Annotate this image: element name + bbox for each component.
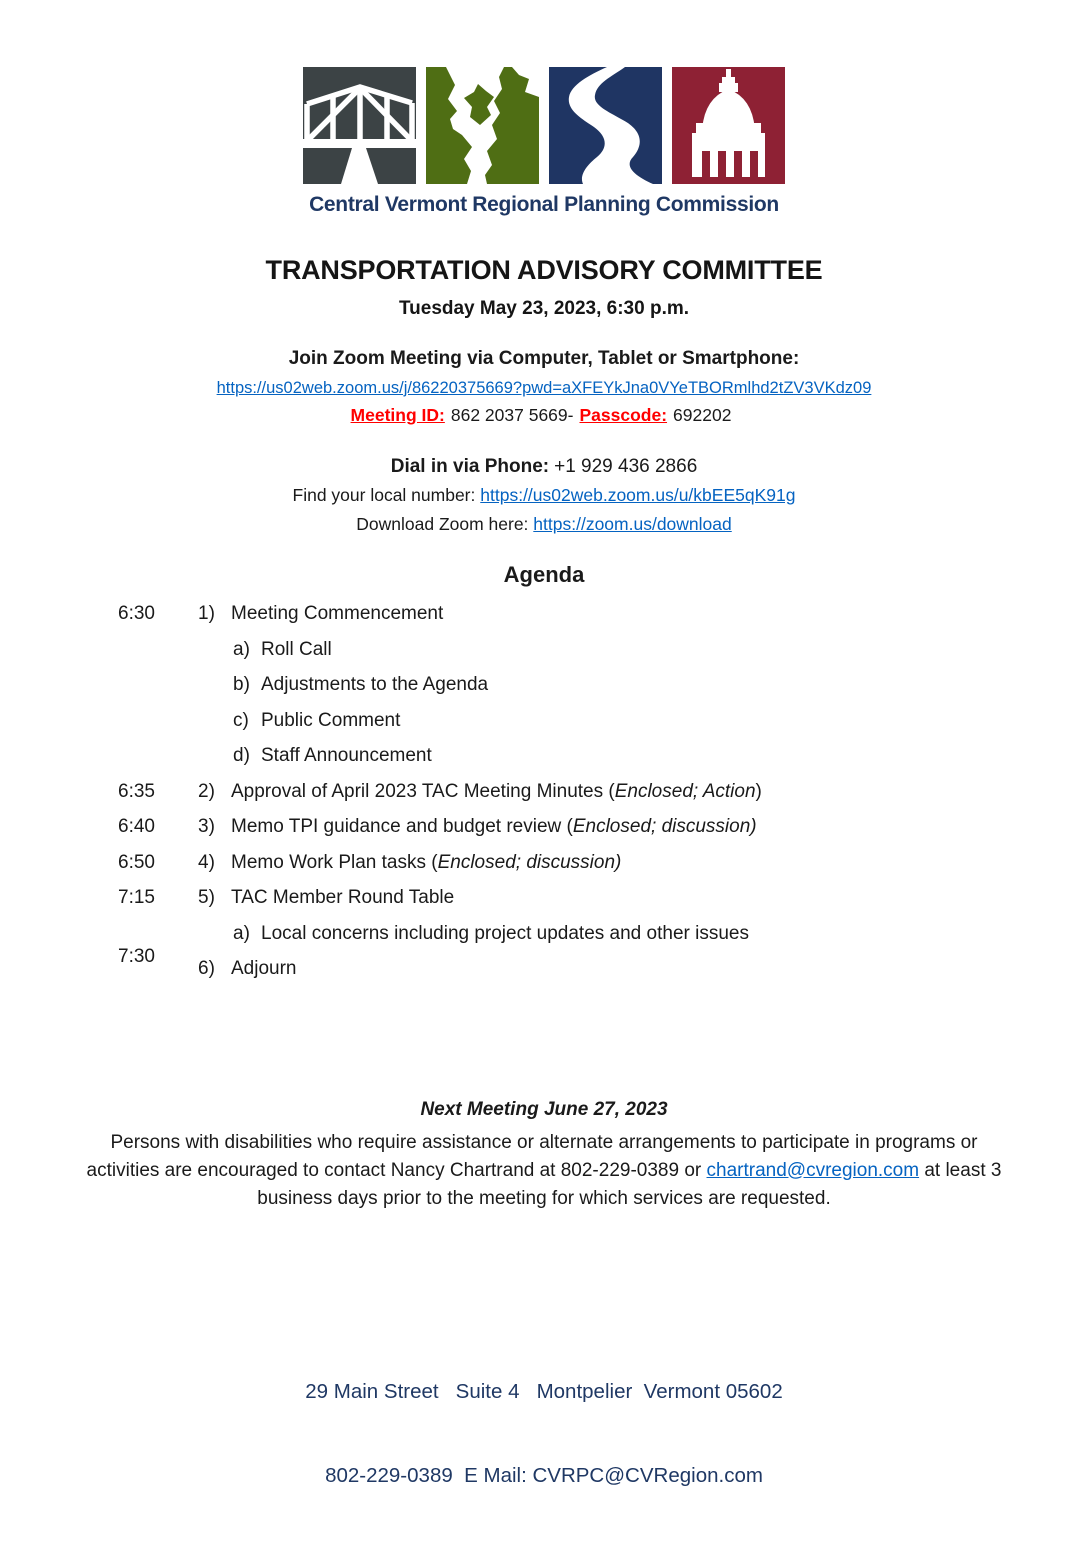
agenda-number: 1) <box>198 603 215 624</box>
meeting-id-line <box>0 405 1088 426</box>
agenda-subrow <box>0 745 1088 781</box>
capitol-dome-icon <box>672 67 785 184</box>
passcode-value: 692202 <box>673 405 732 425</box>
agenda-item-main: Approval of April 2023 TAC Meeting Minutes ( <box>231 780 615 802</box>
agenda-subrow <box>0 923 1088 959</box>
dial-in-line <box>0 456 1088 478</box>
cvrpc-logo <box>0 0 1088 217</box>
accessibility-line-2-post: at least 3 <box>919 1159 1002 1181</box>
page-title: TRANSPORTATION ADVISORY COMMITTEE <box>265 255 823 285</box>
accessibility-line-2-pre: activities are encouraged to contact Nancy Chartrand at 802-229-0389 or <box>86 1159 707 1181</box>
meeting-datetime: Tuesday May 23, 2023, 6:30 p.m. <box>398 298 690 319</box>
agenda-subitem-text <box>261 923 749 945</box>
agenda-number: 2) <box>198 780 215 802</box>
agenda-row <box>0 887 1088 923</box>
agenda-subrow <box>0 674 1088 710</box>
agenda-item-italic: Enclosed; discussion) <box>572 816 757 837</box>
agenda-item-main: Adjourn <box>231 958 297 979</box>
download-zoom-label: Download Zoom here: <box>356 514 529 534</box>
agenda-item-italic: Enclosed; discussion) <box>437 851 622 873</box>
next-meeting-notice: Next Meeting June 27, 2023 <box>420 1098 668 1120</box>
agenda-item-main: TAC Member Round Table <box>231 887 455 908</box>
agenda-row <box>0 852 1088 888</box>
footer-address: 29 Main Street Suite 4 Montpelier Vermont 05602 <box>305 1380 783 1403</box>
dial-in-label: Dial in via Phone: <box>390 456 550 477</box>
agenda-time: 6:50 <box>118 851 155 873</box>
agenda-number: 6) <box>198 958 215 979</box>
agenda-item-main: Memo TPI guidance and budget review ( <box>231 816 573 837</box>
agenda-subitem-main: Public Comment <box>261 709 401 731</box>
accessibility-notice <box>0 1129 1088 1213</box>
download-zoom-link[interactable]: https://zoom.us/download <box>533 514 732 534</box>
meeting-id-value: 862 2037 5669- <box>450 405 574 425</box>
agenda-item-text <box>231 816 757 838</box>
agenda-time: 6:30 <box>118 603 155 624</box>
agenda-row <box>0 603 1088 639</box>
agenda-row <box>0 816 1088 852</box>
agenda-subitem-text <box>261 639 332 661</box>
agenda-subrow <box>0 639 1088 675</box>
footer-contact: 802-229-0389 E Mail: CVRPC@CVRegion.com <box>325 1464 763 1487</box>
org-name: Central Vermont Regional Planning Commission <box>309 193 779 216</box>
vermont-map-icon <box>426 67 539 184</box>
local-number-label: Find your local number: <box>292 485 476 505</box>
agenda-row <box>0 946 1088 994</box>
agenda-number: 5) <box>198 887 215 908</box>
agenda-subitem-main: Adjustments to the Agenda <box>261 674 489 695</box>
agenda-list <box>0 603 1088 994</box>
agenda-time: 6:40 <box>118 816 155 837</box>
agenda-time: 7:15 <box>118 887 155 908</box>
dial-in-number: +1 929 436 2866 <box>554 456 698 477</box>
agenda-heading: Agenda <box>503 562 585 587</box>
agenda-subitem-main: Roll Call <box>261 638 332 660</box>
agenda-row <box>0 781 1088 817</box>
download-zoom-line <box>0 514 1088 535</box>
agenda-subitem-main: Staff Announcement <box>261 745 432 766</box>
agenda-letter: c) <box>233 709 249 731</box>
agenda-letter: d) <box>233 745 250 766</box>
agenda-item-post: ) <box>755 780 762 802</box>
zoom-meeting-link[interactable]: https://us02web.zoom.us/j/86220375669?pwd=aXFEYkJna0VYeTBORmlhd2tZV3VKdz09 <box>216 379 872 397</box>
agenda-letter: b) <box>233 674 250 695</box>
local-number-line <box>0 485 1088 506</box>
agenda-subitem-main: Local concerns including project updates and other issues <box>261 922 749 944</box>
agenda-subitem-text <box>261 745 432 767</box>
passcode-label: Passcode: <box>579 405 668 425</box>
agenda-subitem-text <box>261 710 400 732</box>
agenda-item-main: Meeting Commencement <box>231 603 444 624</box>
truss-bridge-icon <box>303 67 416 184</box>
winding-road-icon <box>549 67 662 184</box>
agenda-item-italic: Enclosed; Action <box>614 780 756 802</box>
meeting-id-label: Meeting ID: <box>350 405 445 425</box>
agenda-item-text <box>231 603 443 625</box>
join-zoom-heading: Join Zoom Meeting via Computer, Tablet or Smartphone: <box>288 348 800 369</box>
accessibility-line-2 <box>0 1157 1088 1185</box>
accessibility-line-3: business days prior to the meeting for which services are requested. <box>257 1187 831 1209</box>
footer <box>0 1322 1088 1546</box>
agenda-item-text <box>231 958 297 980</box>
agenda-letter: a) <box>233 922 250 944</box>
contact-email-link[interactable]: chartrand@cvregion.com <box>706 1159 920 1181</box>
agenda-item-text <box>231 781 762 803</box>
join-link-line <box>0 379 1088 398</box>
accessibility-line-1: Persons with disabilities who require assistance or alternate arrangements to participate in programs or <box>110 1131 978 1153</box>
agenda-time: 6:35 <box>118 780 155 802</box>
agenda-item-text <box>231 887 454 909</box>
agenda-number: 3) <box>198 816 215 837</box>
agenda-time: 7:30 <box>118 946 155 967</box>
agenda-item-main: Memo Work Plan tasks ( <box>231 851 438 873</box>
logo-tiles <box>0 67 1088 184</box>
agenda-letter: a) <box>233 638 250 660</box>
agenda-subrow <box>0 710 1088 746</box>
agenda-number: 4) <box>198 851 215 873</box>
agenda-subitem-text <box>261 674 488 696</box>
agenda-item-text <box>231 852 621 874</box>
local-number-link[interactable]: https://us02web.zoom.us/u/kbEE5qK91g <box>480 485 796 505</box>
